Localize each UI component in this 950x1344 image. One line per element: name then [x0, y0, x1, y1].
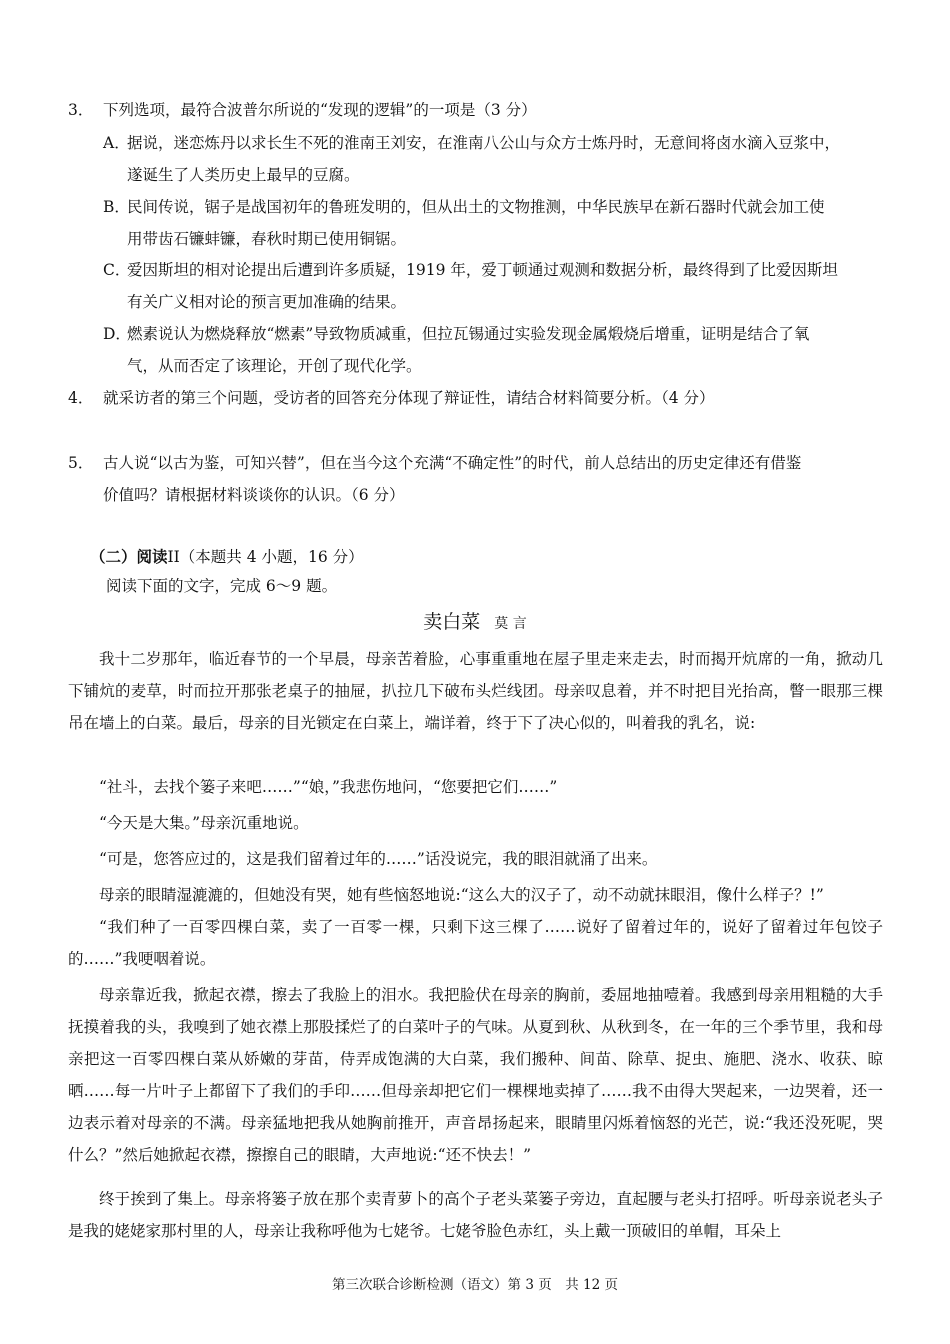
question-5-number: 5． [68, 454, 94, 472]
option-a-line2: 遂诞生了人类历史上最早的豆腐。 [127, 166, 360, 184]
option-d-line1: 燃素说认为燃烧释放“燃素”导致物质减重，但拉瓦锡通过实验发现金属煅烧后增重，证明是结合了氧 [127, 325, 810, 343]
question-5-line2: 价值吗？请根据材料谈谈你的认识。（6 分） [103, 486, 405, 504]
article-title: 卖白菜 [423, 611, 481, 633]
option-c-line1: 爱因斯坦的相对论提出后遭到许多质疑，1919 年，爱丁顿通过观测和数据分析，最终得到了比爱因斯坦 [127, 261, 838, 279]
option-c-label: C． [103, 261, 131, 279]
option-d-label: D． [103, 325, 131, 343]
article-paragraph-4: “可是，您答应过的，这是我们留着过年的……”话没说完，我的眼泪就涌了出来。 [99, 850, 658, 868]
article-paragraph-7: 母亲靠近我，掀起衣襟，擦去了我脸上的泪水。我把脸伏在母亲的胸前，委屈地抽噎着。我感到母亲用粗糙的大手抚摸着我的头，我嗅到了她衣襟上那股揉烂了的白菜叶子的气味。从夏到秋、从秋到冬，在一年的三个季节里，我和母亲把这一百零四棵白菜从娇嫩的芽苗，侍弄成饱满的大白菜，我们搬种、间苗、除草、捉虫、施肥、浇水、收获、晾晒……每一片叶子上都留下了我们的手印……但母亲却把它们一棵棵地卖掉了……我不由得大哭起来，一边哭着，还一边表示着对母亲的不满。母亲猛地把我从她胸前推开，声音昂扬起来，眼睛里闪烁着恼怒的光芒，说:“我还没死呢，哭什么？”然后她掀起衣襟，擦擦自己的眼睛，大声地说:“还不快去！” [68, 986, 883, 1164]
option-b-label: B． [103, 198, 130, 216]
option-b-line2: 用带齿石镰蚌镰，春秋时期已使用铜锯。 [127, 230, 407, 248]
article-paragraph-6: “我们种了一百零四棵白菜，卖了一百零一棵，只剩下这三棵了……说好了留着过年的，说好了留着过年包饺子的……”我哽咽着说。 [68, 918, 883, 968]
page-footer: 第三次联合诊断检测（语文）第 3 页 共 12 页 [332, 1277, 618, 1293]
option-d-line2: 气，从而否定了该理论，开创了现代化学。 [127, 357, 422, 375]
article-paragraph-2: “社斗，去找个篓子来吧……”“娘，”我悲伤地问，“您要把它们……” [99, 778, 558, 796]
section-heading-rest: II（本题共 4 小题，16 分） [167, 548, 364, 566]
question-5-line1: 古人说“以古为鉴，可知兴替”，但在当今这个充满“不确定性”的时代，前人总结出的历史定律还有借鉴 [103, 454, 802, 472]
option-a-line1: 据说，迷恋炼丹以求长生不死的淮南王刘安，在淮南八公山与众方士炼丹时，无意间将卤水滴入豆浆中， [127, 134, 841, 152]
question-4-number: 4． [68, 389, 94, 407]
question-4-text: 就采访者的第三个问题，受访者的回答充分体现了辩证性，请结合材料简要分析。（4 分） [103, 389, 715, 407]
article-paragraph-8: 终于挨到了集上。母亲将篓子放在那个卖青萝卜的高个子老头菜篓子旁边，直起腰与老头打招呼。听母亲说老头子是我的姥姥家那村里的人，母亲让我称呼他为七姥爷。七姥爷脸色赤红，头上戴一顶破旧的单帽，耳朵上 [68, 1190, 883, 1240]
article-paragraph-3: “今天是大集。”母亲沉重地说。 [99, 814, 309, 832]
section-heading-bold: （二）阅读 [90, 547, 168, 566]
section-heading [90, 547, 364, 567]
article-paragraph-1: 我十二岁那年，临近春节的一个早晨，母亲苦着脸，心事重重地在屋子里走来走去，时而揭开炕席的一角，掀动几下铺炕的麦草，时而拉开那张老桌子的抽屉，扒拉几下破布头烂线团。母亲叹息着，并不时把目光抬高，瞥一眼那三棵吊在墙上的白菜。最后，母亲的目光锁定在白菜上，端详着，终于下了决心似的，叫着我的乳名，说: [68, 650, 883, 732]
section-instruction: 阅读下面的文字，完成 6～9 题。 [106, 577, 338, 595]
article-title-row [0, 610, 950, 636]
article-author: 莫 言 [494, 616, 527, 632]
article-paragraph-5: 母亲的眼睛湿漉漉的，但她没有哭，她有些恼怒地说:“这么大的汉子了，动不动就抹眼泪，像什么样子？!” [99, 886, 824, 904]
question-3-text: 下列选项，最符合波普尔所说的“发现的逻辑”的一项是（3 分） [103, 101, 537, 119]
option-c-line2: 有关广义相对论的预言更加准确的结果。 [127, 293, 407, 311]
question-3-number: 3． [68, 101, 94, 119]
option-b-line1: 民间传说，锯子是战国初年的鲁班发明的，但从出土的文物推测，中华民族早在新石器时代就会加工使 [127, 198, 825, 216]
option-a-label: A． [103, 134, 130, 152]
